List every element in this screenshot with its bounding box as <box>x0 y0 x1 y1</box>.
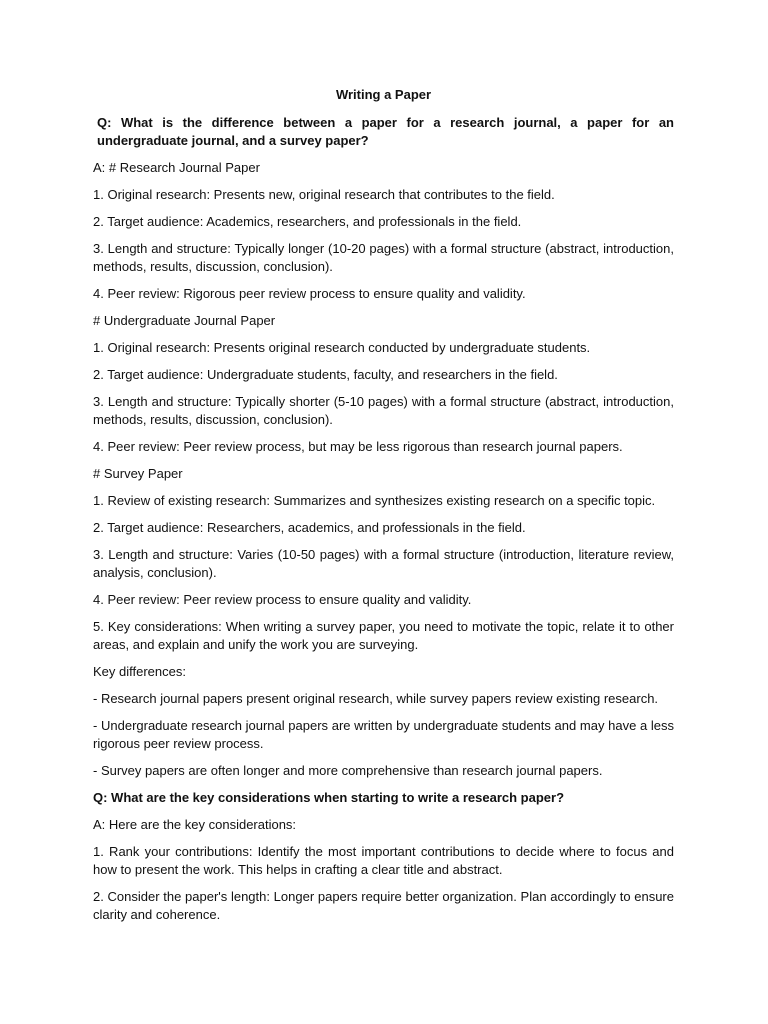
list-item: 3. Length and structure: Varies (10-50 pages) with a formal structure (introduction, literature review, analysis, conclusion). <box>93 547 674 580</box>
document-page <box>93 86 674 933</box>
answer-heading: A: Here are the key considerations: <box>93 817 297 832</box>
bullet-item: - Undergraduate research journal papers are written by undergraduate students and may have a less rigorous peer review process. <box>93 718 674 751</box>
section-heading: # Survey Paper <box>93 466 183 481</box>
list-item: 3. Length and structure: Typically longer (10-20 pages) with a formal structure (abstract, introduction, methods, results, discussion, conclusion). <box>93 241 674 274</box>
bullet-item: - Survey papers are often longer and more comprehensive than research journal papers. <box>93 763 603 778</box>
list-item: 1. Original research: Presents new, original research that contributes to the field. <box>93 187 555 202</box>
list-item: 1. Original research: Presents original research conducted by undergraduate students. <box>93 340 591 355</box>
question-paragraph: Q: What are the key considerations when starting to write a research paper? <box>93 790 565 805</box>
document-title: Writing a Paper <box>335 87 432 102</box>
list-item: 2. Consider the paper's length: Longer papers require better organization. Plan accordingly to ensure clarity and coherence. <box>93 889 674 922</box>
list-item: 2. Target audience: Undergraduate students, faculty, and researchers in the field. <box>93 367 558 382</box>
answer-heading: A: # Research Journal Paper <box>93 160 260 175</box>
section-heading: # Undergraduate Journal Paper <box>93 313 276 328</box>
list-item: 4. Peer review: Peer review process, but may be less rigorous than research journal papers. <box>93 439 623 454</box>
list-item: 3. Length and structure: Typically shorter (5-10 pages) with a formal structure (abstract, introduction, methods, results, discussion, conclusion). <box>93 394 674 427</box>
question-paragraph: Q: What is the difference between a paper for a research journal, a paper for an undergraduate journal, and a survey paper? <box>97 115 674 148</box>
list-item: 4. Peer review: Peer review process to ensure quality and validity. <box>93 592 472 607</box>
list-item: 2. Target audience: Researchers, academics, and professionals in the field. <box>93 520 526 535</box>
list-item: 1. Rank your contributions: Identify the most important contributions to decide where to focus and how to present the work. This helps in crafting a clear title and abstract. <box>93 844 674 877</box>
list-item: 5. Key considerations: When writing a survey paper, you need to motivate the topic, relate it to other areas, and explain and unify the work you are surveying. <box>93 619 674 652</box>
bullet-item: - Research journal papers present original research, while survey papers review existing research. <box>93 691 659 706</box>
list-item: 1. Review of existing research: Summarizes and synthesizes existing research on a specific topic. <box>93 493 656 508</box>
key-differences-label: Key differences: <box>93 664 186 679</box>
list-item: 4. Peer review: Rigorous peer review process to ensure quality and validity. <box>93 286 526 301</box>
list-item: 2. Target audience: Academics, researchers, and professionals in the field. <box>93 214 522 229</box>
